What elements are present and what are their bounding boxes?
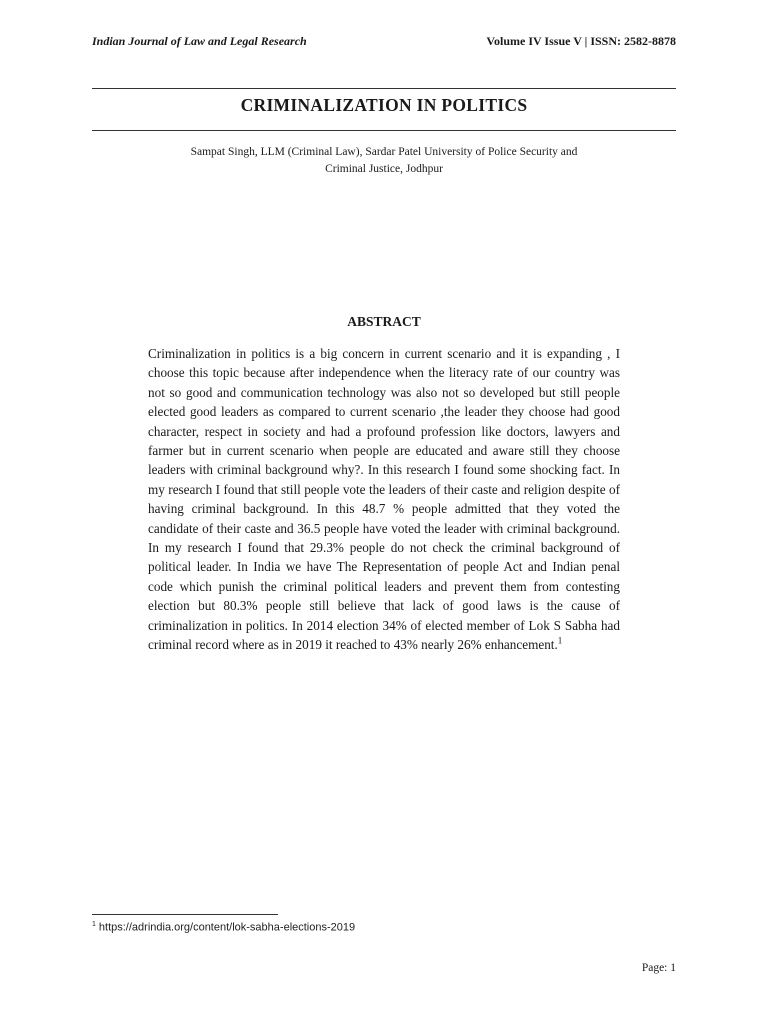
abstract-heading: ABSTRACT <box>347 314 421 329</box>
footnote-marker: 1 <box>92 921 96 928</box>
abstract-text: Criminalization in politics is a big concern in current scenario and it is expanding , I choose this topic because after independence when the literacy rate of our country was not so good and communication technology was also not so developed but still people elected good leaders as compared to current scenario ,the leader they choose had good character, respect in society and had a profound profession like doctors, lawyers and farmer but in current scenario when people are educated and aware still they choose leaders with criminal background why?. In this research I found some shocking fact. In my research I found that still people vote the leaders of their caste and religion despite of having criminal background. In this 48.7 % people admitted that they voted the candidate of their caste and 36.5 people have voted the leader with criminal background. In my research I found that 29.3% people do not check the criminal background of political leader. In India we have The Representation of people Act and Indian penal code which punish the criminal political leaders and prevent them from contesting election but 80.3% people still believe that lack of good laws is the cause of criminalization in politics. In 2014 election 34% of elected member of Lok S Sabha had criminal record where as in 2019 it reached to 43% nearly 26% enhancement. <box>148 346 620 653</box>
journal-name: Indian Journal of Law and Legal Research <box>92 34 307 48</box>
footnote <box>92 921 355 934</box>
abstract-body <box>148 344 620 655</box>
footnote-link[interactable]: https://adrindia.org/content/lok-sabha-elections-2019 <box>98 921 356 934</box>
author-line-1: Sampat Singh, LLM (Criminal Law), Sardar Patel University of Police Security and <box>190 146 578 158</box>
running-header <box>92 34 676 52</box>
issue-info: Volume IV Issue V | ISSN: 2582-8878 <box>486 34 676 48</box>
page-number: Page: 1 <box>641 962 676 974</box>
footnote-separator <box>92 914 278 915</box>
article-title: CRIMINALIZATION IN POLITICS <box>240 95 528 115</box>
footnote-reference[interactable]: 1 <box>557 635 563 646</box>
author-line-2: Criminal Justice, Jodhpur <box>325 163 443 175</box>
title-bottom-rule <box>92 130 676 131</box>
title-top-rule <box>92 88 676 89</box>
author-affiliation <box>150 144 618 178</box>
